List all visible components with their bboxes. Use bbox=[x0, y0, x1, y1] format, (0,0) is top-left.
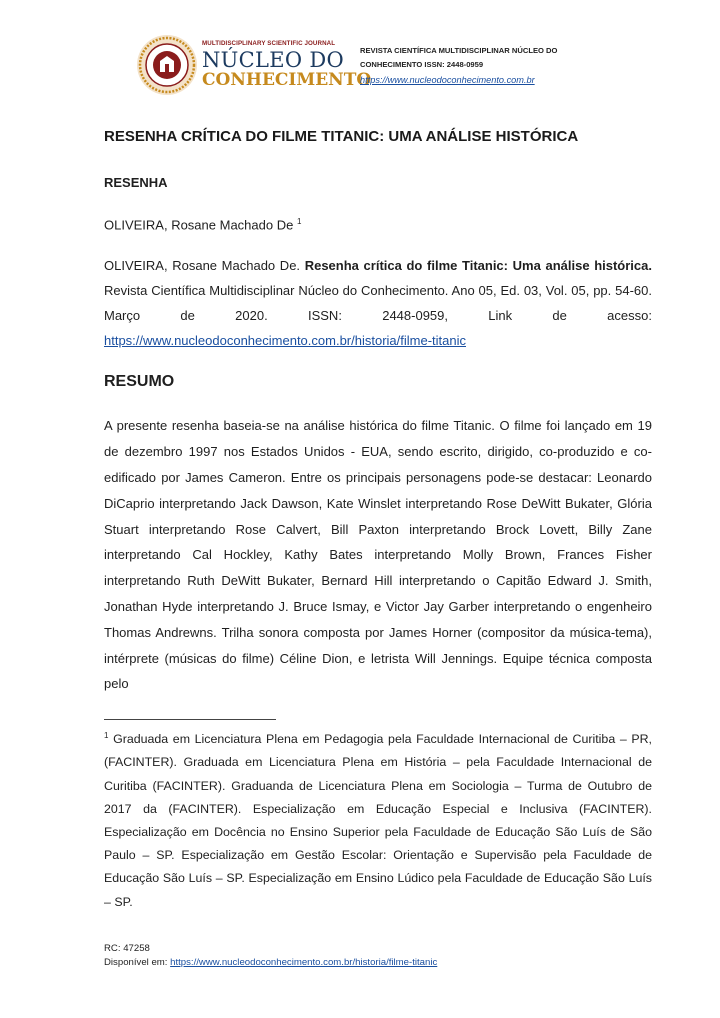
article-body bbox=[104, 126, 652, 697]
footer-available-label: Disponível em: bbox=[104, 957, 168, 968]
brand-name: NÚCLEO DO bbox=[202, 48, 345, 72]
footer-available bbox=[104, 956, 652, 970]
footnote-text: Graduada em Licenciatura Plena em Pedagogia pela Faculdade Internacional de Curitiba – PR, (FACINTER). Graduada em Licenciatura Plena em História – pela Faculdade Internacional de Curitiba (FACINTER). Graduanda de Licenciatura Plena em Sociologia – Turma de Outubro de 2017 da (FACINTER). Especialização em Educação Especial e Inclusiva (FACINTER). Especialização em Docência no Ensino Superior pela Faculdade de Educação São Luís de São Paulo – SP. Especialização em Gestão Escolar: Orientação e Supervisão pela Faculdade de Educação São Luís – SP. Especialização em Ensino Lúdico pela Faculdade de Educação São Luís – SP. bbox=[104, 732, 652, 909]
brand-kicker: MULTIDISCIPLINARY SCIENTIFIC JOURNAL bbox=[202, 40, 336, 47]
citation-author: OLIVEIRA, Rosane Machado De. bbox=[104, 258, 301, 274]
journal-header bbox=[136, 34, 626, 100]
page-footer bbox=[104, 942, 652, 970]
footnote bbox=[104, 724, 652, 914]
citation-link[interactable]: https://www.nucleodoconhecimento.com.br/historia/filme-titanic bbox=[104, 333, 466, 349]
citation-block bbox=[104, 253, 652, 353]
citation-details: Revista Científica Multidisciplinar Núcleo do Conhecimento. Ano 05, Ed. 03, Vol. 05, pp. 54-60. Março de 2020. ISSN: 2448-0959, Link de acesso: bbox=[104, 283, 652, 324]
journal-url-link[interactable]: https://www.nucleodoconhecimento.com.br bbox=[360, 75, 535, 85]
citation-title: Resenha crítica do filme Titanic: Uma análise histórica. bbox=[304, 258, 652, 274]
journal-name-line2: CONHECIMENTO ISSN: 2448-0959 bbox=[360, 60, 484, 69]
article-title: RESENHA CRÍTICA DO FILME TITANIC: UMA ANÁLISE HISTÓRICA bbox=[104, 128, 579, 145]
journal-brand bbox=[202, 40, 372, 90]
brand-sub: CONHECIMENTO bbox=[202, 70, 372, 90]
article-type-label: RESENHA bbox=[104, 175, 168, 190]
abstract-text: A presente resenha baseia-se na análise histórica do filme Titanic. O filme foi lançado em 19 de dezembro 1997 nos Estados Unidos - EUA, sendo escrito, dirigido, co-produzido e co-edificado por James Cameron. Entre os principais personagens pode-se destacar: Leonardo DiCaprio interpretando Jack Dawson, Kate Winslet interpretando Rose DeWitt Bukater, Glória Stuart interpretando Rose Calvert, Bill Paxton interpretando Brock Lovett, Billy Zane interpretando Cal Hockley, Kathy Bates interpretando Molly Brown, Frances Fisher interpretando Ruth DeWitt Bukater, Bernard Hill interpretando o Capitão Edward J. Smith, Jonathan Hyde interpretando J. Bruce Ismay, e Victor Jay Garber interpretando o engenheiro Thomas Andrewns. Trilha sonora composta por James Horner (compositor da música-tema), intérprete (músicas do filme) Céline Dion, e letrista Will Jennings. Equipe técnica composta pelo bbox=[104, 418, 652, 692]
footnote-marker: 1 bbox=[104, 731, 109, 740]
author-footnote-marker[interactable]: 1 bbox=[296, 217, 302, 226]
journal-info bbox=[360, 44, 630, 88]
journal-name-line1: REVISTA CIENTÍFICA MULTIDISCIPLINAR NÚCLEO DO bbox=[360, 46, 558, 55]
author-name: OLIVEIRA, Rosane Machado De bbox=[104, 217, 294, 233]
author-line bbox=[104, 213, 652, 234]
footer-rc: RC: 47258 bbox=[104, 943, 150, 954]
footnote-divider bbox=[104, 719, 276, 720]
footer-url-link[interactable]: https://www.nucleodoconhecimento.com.br/historia/filme-titanic bbox=[170, 957, 438, 968]
abstract-heading: RESUMO bbox=[104, 373, 175, 391]
journal-seal-logo bbox=[136, 34, 198, 96]
